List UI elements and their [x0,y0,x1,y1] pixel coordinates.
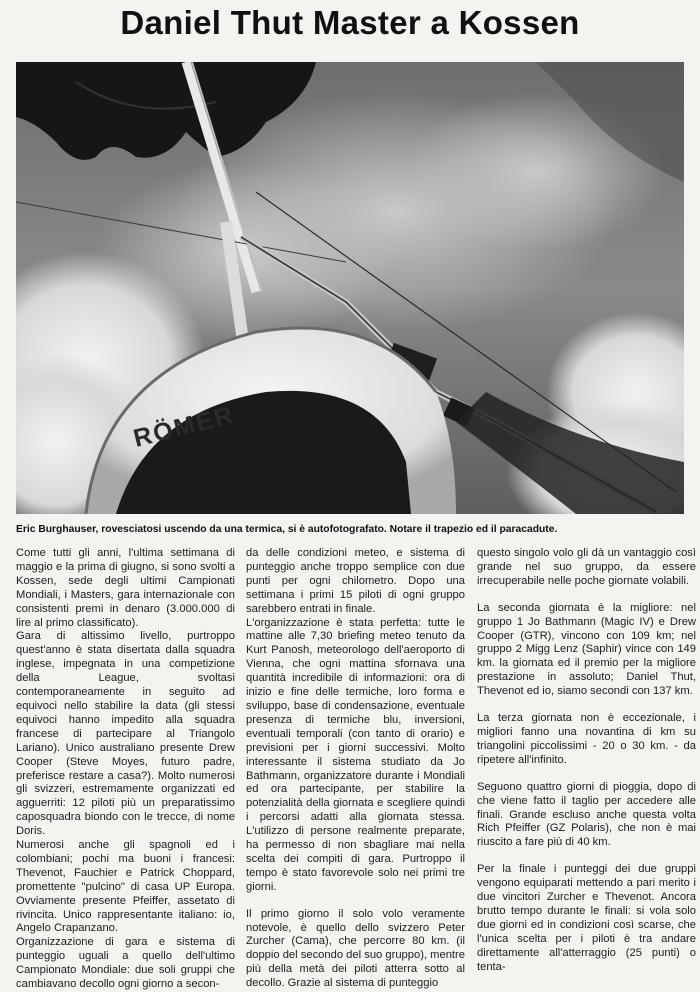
paragraph: Numerosi anche gli spagnoli ed i colombiani; pochi ma buoni i francesi: Thevenot, Fauchier e Patrick Choppard, promettente "pulcino" di casa UP Europa. Ovviamente presente Pfeiffer, assetato di rivincita. Unico rappresentante italiano: io, Angelo Crapanzano. [16,839,235,935]
paragraph: La terza giornata non è eccezionale, i migliori fanno una novantina di km su triangolini piccolissimi - 20 o 30 km. - da ripetere all'infinito. [477,712,696,766]
paragraph: Come tutti gli anni, l'ultima settimana di maggio e la prima di giugno, si sono svolti a Kossen, sede degli ultimi Campionati Mondiali, i Masters, gara internazionale con consistenti premi in denaro (3.000.000 di lire al primo classificato). [16,547,235,629]
paragraph: Organizzazione di gara e sistema di punteggio uguali a quello dell'ultimo Campionato Mondiale: due soli gruppi che cambiavano decollo ogni giorno a secon- [16,936,235,991]
paragraph: Il primo giorno il solo volo veramente notevole, è quello dello svizzero Peter Zurcher (Cama), che percorre 80 km. (il doppio del secondo del suo gruppo), mentre più della metà dei piloti atterra sotto al decollo. Grazie al sistema di punteggio [246,907,465,990]
paragraph: da delle condizioni meteo, e sistema di punteggio anche troppo semplice con due punti per ogni chilometro. Dopo una settimana i primi 15 piloti di ogni gruppo sarebbero entrati in finale. [246,547,465,615]
paragraph: Gara di altissimo livello, purtroppo quest'anno è stata disertata dalla squadra inglese, impegnata in una competizione della League, svoltasi contemporaneamente in seguito ad equivoci nello stabilire la data (gli stessi equivoci hanno impedito alla squadra francese di partecipare al Triangolo Lariano). Unico australiano presente Drew Cooper (Steve Moyes, futuro padre, preferisce restare a casa?). Molto numerosi gli svizzeri, estremamente organizzati ed agguerriti: 12 piloti più un preparatissimo caposquadra biondo con le trecce, di nome Doris. [16,630,235,838]
paragraph: Per la finale i punteggi dei due gruppi vengono equiparati mettendo a pari merito i due vincitori Zurcher e Thevenot. Ancora brutto tempo durante le finali: si vola solo due giorni ed in condizioni così scarse, che l'unica scelta per i piloti è tra andare direttamente all'atterraggio (25 punti) o tenta- [477,863,696,973]
text-column-1 [16,547,235,992]
helmet-brand-label: RÖMER [130,400,238,453]
text-column-2 [246,547,465,991]
paragraph: questo singolo volo gli dà un vantaggio così grande nel suo gruppo, da essere irrecuperabile nelle poche giornate volabili. [477,547,696,587]
paragraph: La seconda giornata è la migliore: nel gruppo 1 Jo Bathmann (Magic IV) e Drew Cooper (GTR), vincono con 109 km; nel gruppo 2 Migg Lenz (Saphir) vince con 149 km. la giornata ed il premio per la migliore prestazione in assoluto; Daniel Thut, Thevenot ed io, siamo secondi con 137 km. [477,601,696,698]
hang-glider-photo [16,62,684,514]
paragraph: Seguono quattro giorni di pioggia, dopo di che viene fatto il taglio per accedere alle finali. Grande escluso anche questa volta Rich Pfeiffer (GZ Polaris), che non è mai riuscito a fare più di 40 km. [477,780,696,849]
text-column-3 [477,547,696,974]
article-title: Daniel Thut Master a Kossen [120,4,580,41]
photo-caption: Eric Burghauser, rovesciatosi uscendo da una termica, si è autofotografato. Notare il trapezio ed il paracadute. [16,524,558,535]
paragraph: L'organizzazione è stata perfetta: tutte le mattine alle 7,30 briefing meteo tenuto da Kurt Panosh, meteorologo dell'aeroporto di Vienna, che ogni mattina sfornava una quantità incredibile di informazioni: ora di inizio e fine delle termiche, loro forma e sviluppo, base di condensazione, eventuale presenza di termiche blu, inversioni, eventuali temporali (con tanto di orario) e previsioni per i giorni successivi. Molto interessante il sistema studiato da Jo Bathmann, organizzatore durante i Mondiali ed ora partecipante, per stabilire la potenzialità della giornata e scegliere quindi i percorsi adatti alla giornata stessa. L'utilizzo di persone realmente preparate, ha permesso di non sbagliare mai nella scelta dei compiti di gara. Purtroppo il tempo è stato favorevole solo nei primi tre giorni. [246,616,465,893]
